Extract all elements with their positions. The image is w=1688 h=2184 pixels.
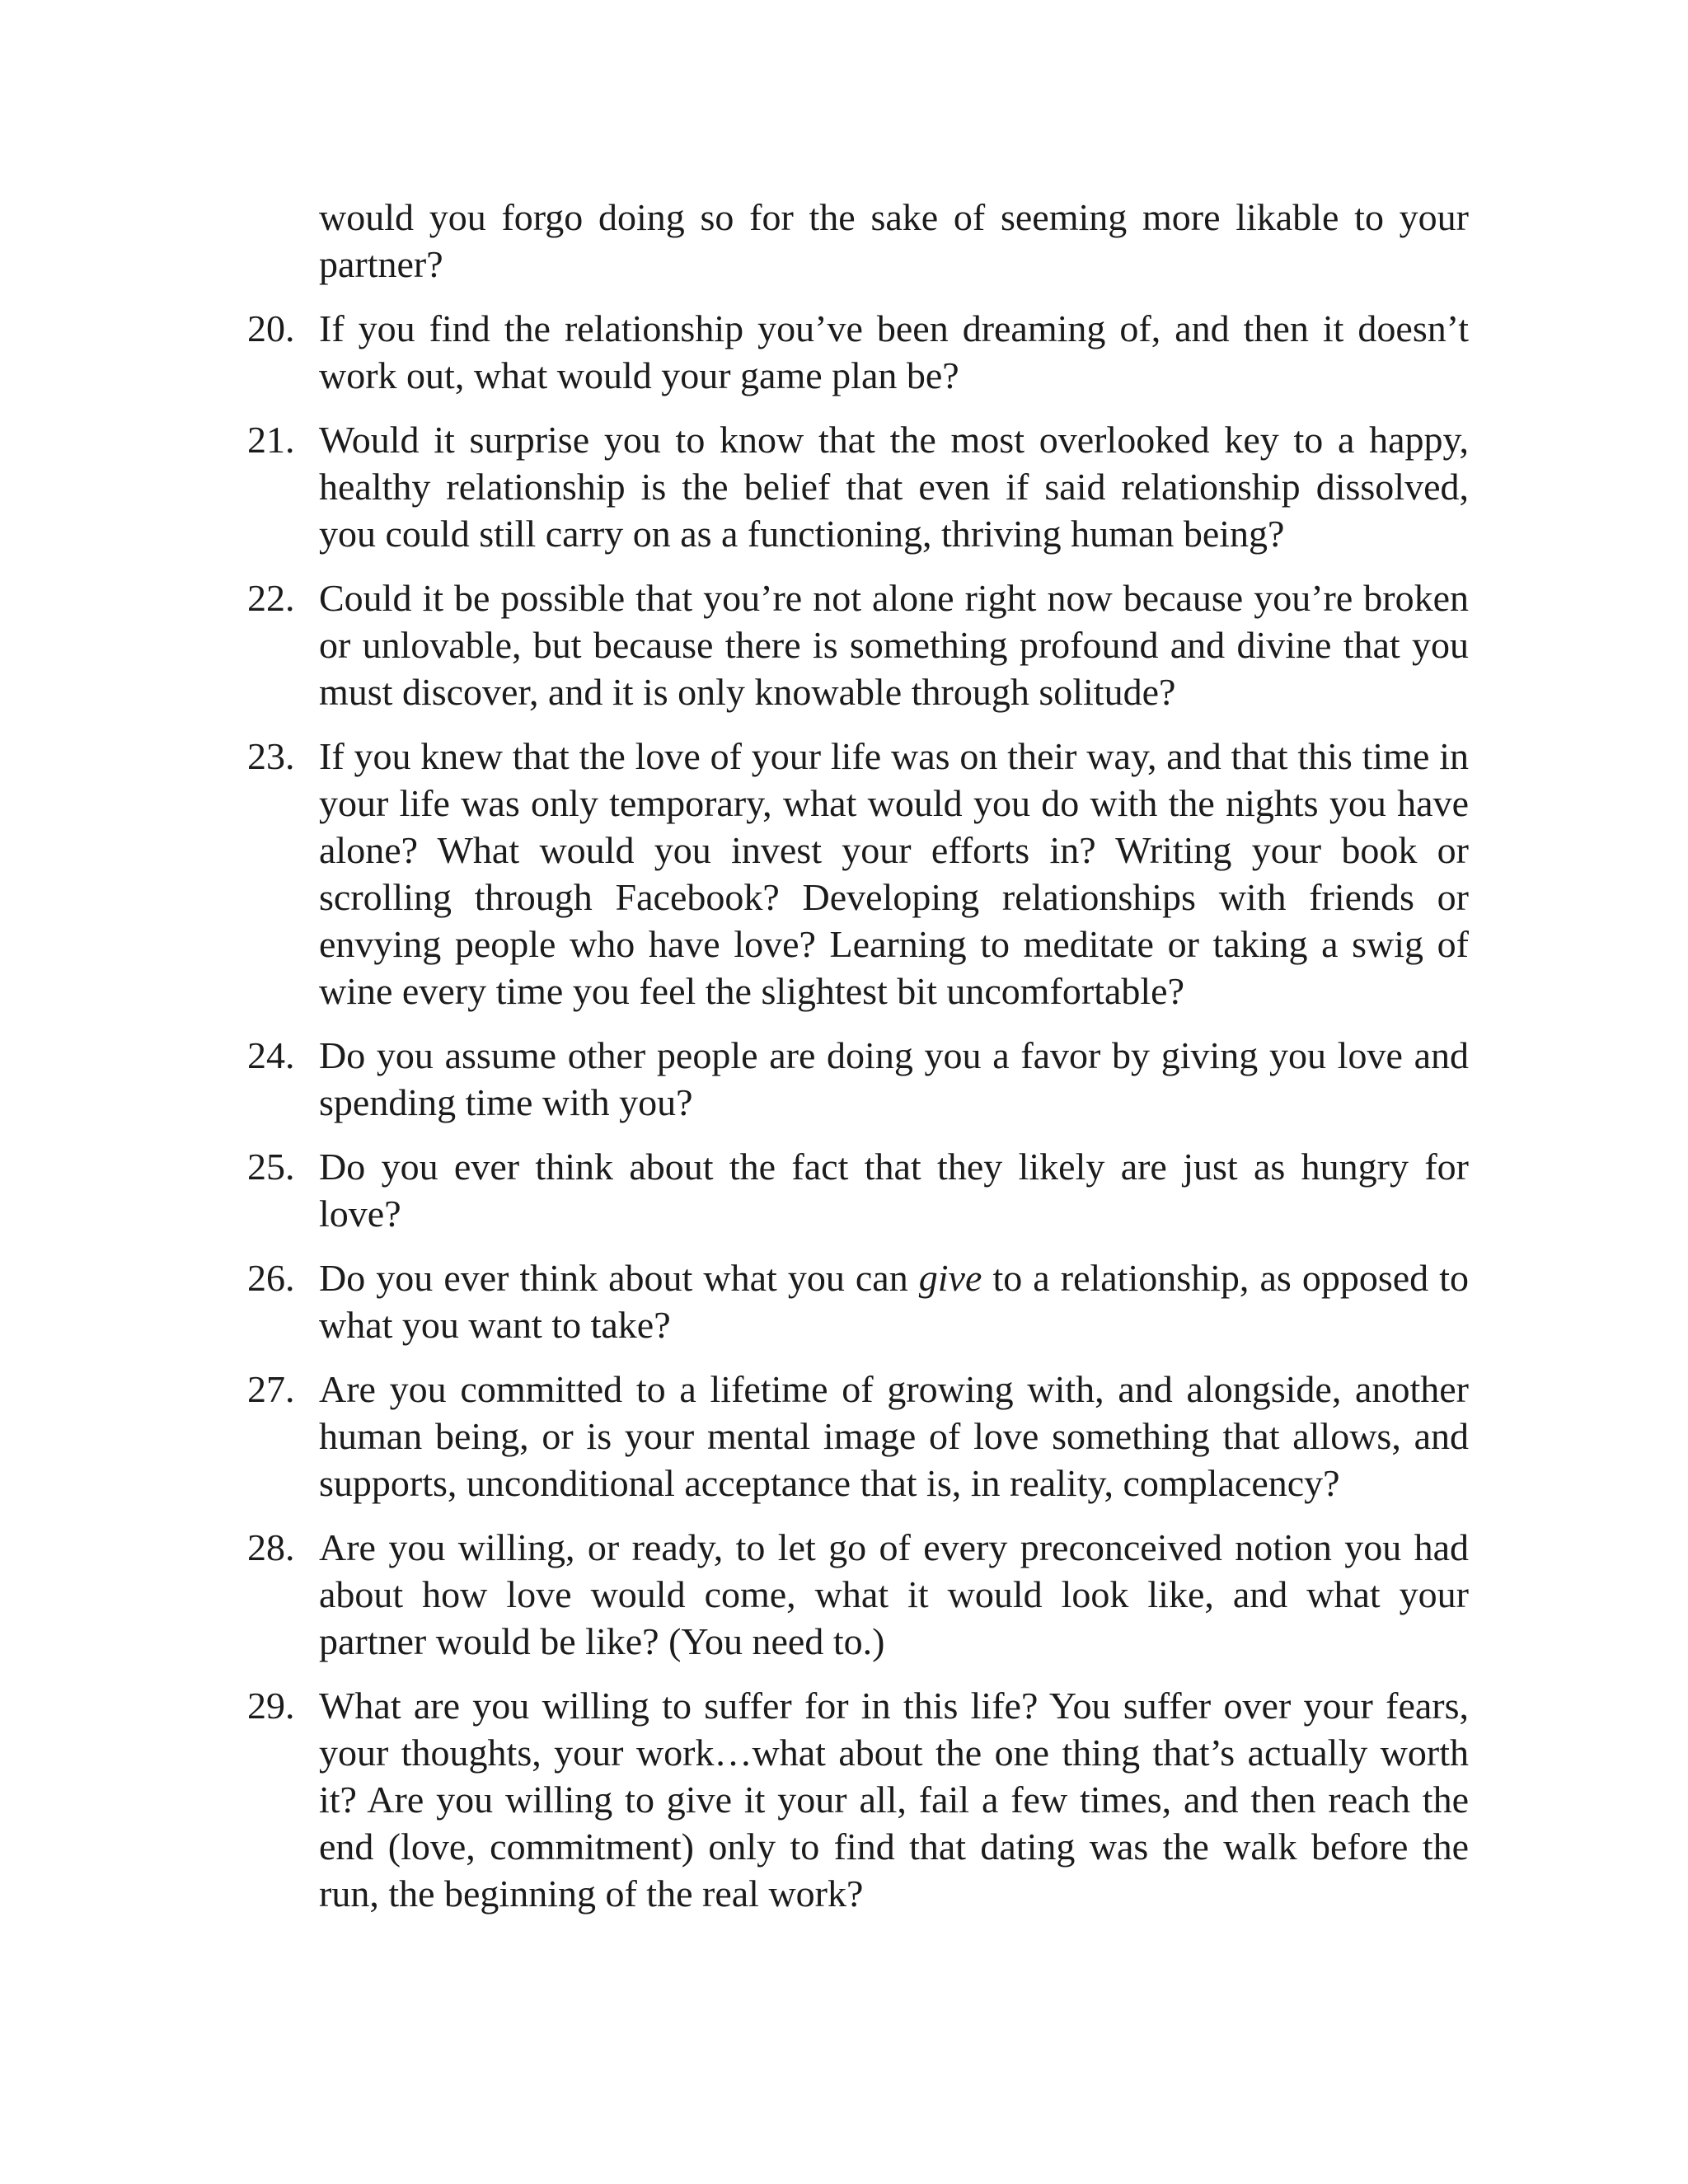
list-item-21 bbox=[247, 416, 1469, 557]
item-text: Are you committed to a lifetime of growing with, and alongside, another human being, or is your mental image of love something that allows, and supports, unconditional acceptance that is, in reality, complacency? bbox=[319, 1368, 1469, 1504]
item-text: Would it surprise you to know that the most overlooked key to a happy, healthy relationship is the belief that even if said relationship dissolved, you could still carry on as a functioning, thriving human being? bbox=[319, 419, 1469, 555]
list-item-26 bbox=[247, 1254, 1469, 1348]
list-item-29 bbox=[247, 1682, 1469, 1917]
list-item-20 bbox=[247, 305, 1469, 399]
list-item-24 bbox=[247, 1032, 1469, 1126]
question-list bbox=[247, 194, 1469, 1917]
item-text: Do you ever think about the fact that they likely are just as hungry for love? bbox=[319, 1146, 1469, 1235]
list-item-22 bbox=[247, 574, 1469, 715]
list-item-23 bbox=[247, 733, 1469, 1015]
item-number: 27. bbox=[247, 1368, 295, 1410]
item-text: Do you assume other people are doing you a favor by giving you love and spending time with you? bbox=[319, 1034, 1469, 1123]
item-number: 28. bbox=[247, 1526, 295, 1568]
item-number: 22. bbox=[247, 577, 295, 619]
item-number: 24. bbox=[247, 1034, 295, 1076]
list-item-28 bbox=[247, 1524, 1469, 1665]
item-number: 20. bbox=[247, 307, 295, 349]
item-text-emphasis: give bbox=[918, 1257, 982, 1299]
item-number: 25. bbox=[247, 1146, 295, 1188]
continued-paragraph: would you forgo doing so for the sake of seeming more likable to your partner? bbox=[319, 196, 1469, 285]
list-item-27 bbox=[247, 1366, 1469, 1507]
item-number: 29. bbox=[247, 1685, 295, 1727]
item-text bbox=[319, 1254, 1469, 1348]
item-number: 23. bbox=[247, 735, 295, 777]
item-text: Are you willing, or ready, to let go of every preconceived notion you had about how love would come, what it would look like, and what your partner would be like? (You need to.) bbox=[319, 1526, 1469, 1662]
item-text-before: Do you ever think about what you can bbox=[319, 1257, 919, 1299]
item-text: What are you willing to suffer for in this life? You suffer over your fears, your thoughts, your work…what about the one thing that’s actually worth it? Are you willing to give it your all, fail a few times, and then reach the end (love, commitment) only to find that dating was the walk before the run, the beginning of the real work? bbox=[319, 1685, 1469, 1915]
item-text: Could it be possible that you’re not alone right now because you’re broken or unlovable, but because there is something profound and divine that you must discover, and it is only knowable through solitude? bbox=[319, 577, 1469, 713]
item-text: If you knew that the love of your life was on their way, and that this time in your life was only temporary, what would you do with the nights you have alone? What would you invest your efforts in? Writing your book or scrolling through Facebook? Developing relationships with friends or envying people who have love? Learning to meditate or taking a swig of wine every time you feel the slightest bit uncomfortable? bbox=[319, 735, 1469, 1012]
item-number: 21. bbox=[247, 419, 295, 461]
item-text-after: to a relationship, as opposed to what you want to take? bbox=[319, 1257, 1469, 1346]
item-text: If you find the relationship you’ve been dreaming of, and then it doesn’t work out, what would your game plan be? bbox=[319, 307, 1469, 396]
list-item-25 bbox=[247, 1143, 1469, 1237]
item-number: 26. bbox=[247, 1257, 295, 1299]
